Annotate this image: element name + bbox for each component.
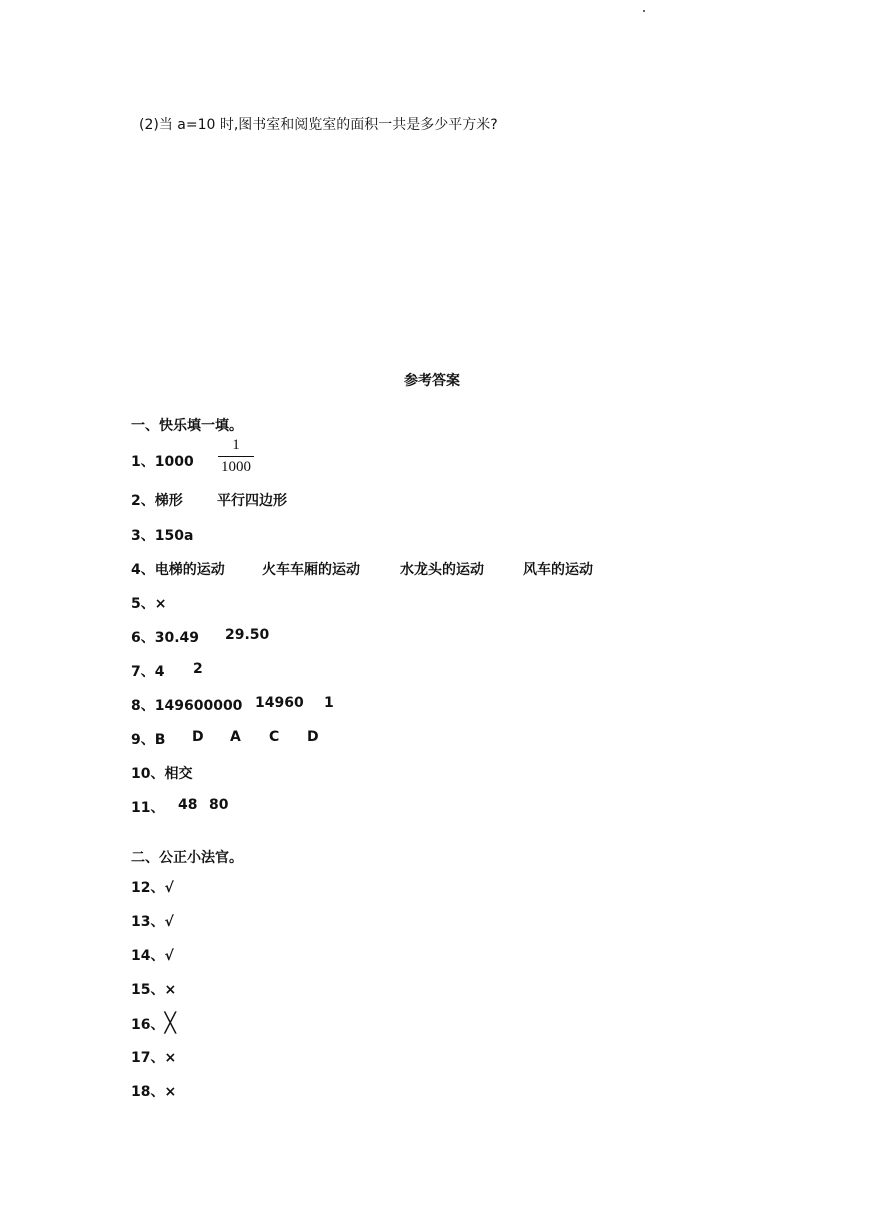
answer-item-15: [131, 979, 176, 999]
cross-mark: ×: [164, 1050, 177, 1066]
item-number: 15、: [131, 982, 165, 998]
check-mark: √: [164, 880, 174, 896]
item-number: 8、: [131, 698, 155, 714]
fraction-denominator: 1000: [221, 459, 251, 475]
answer-item-9: [131, 729, 165, 749]
item-number: 10、: [131, 766, 165, 782]
answer-item-2: [131, 490, 183, 510]
item-number: 16、: [131, 1017, 165, 1033]
answer-value: 14960: [255, 695, 304, 711]
answer-value: 80: [209, 797, 229, 813]
item-number: 13、: [131, 914, 165, 930]
answer-item-17: [131, 1047, 176, 1067]
answer-item-10: [131, 763, 192, 783]
item-number: 17、: [131, 1050, 165, 1066]
section1-title: 一、快乐填一填。: [131, 418, 243, 434]
answer-item-6: [131, 627, 199, 647]
answer-value: 平行四边形: [217, 493, 287, 509]
answer-value: 水龙头的运动: [400, 562, 484, 578]
answer-item-12: [131, 877, 174, 897]
answer-value: 2: [193, 661, 203, 677]
answer-item-5: [131, 593, 166, 613]
answer-value: 电梯的运动: [154, 562, 225, 578]
item-number: 3、: [131, 528, 155, 544]
answer-value: D: [192, 729, 204, 745]
answer-item-16: [131, 1012, 176, 1034]
item-number: 6、: [131, 630, 155, 646]
answer-value: 48: [178, 797, 198, 813]
answer-item-1: [131, 451, 194, 471]
answer-value: C: [269, 729, 280, 745]
answer-item-14: [131, 945, 174, 965]
answer-value: 149600000: [154, 698, 243, 714]
item-number: 12、: [131, 880, 165, 896]
answer-value: 梯形: [154, 493, 183, 509]
answer-item-8: [131, 695, 242, 715]
question-text: (2)当 a=10 时,图书室和阅览室的面积一共是多少平方米?: [139, 117, 498, 133]
answer-value: D: [307, 729, 319, 745]
item-number: 11、: [131, 800, 165, 816]
answer-item-4: [131, 559, 225, 579]
answer-item-13: [131, 911, 174, 931]
answer-value: 火车车厢的运动: [262, 562, 360, 578]
item-number: 1、: [131, 454, 155, 470]
cross-mark: ╳: [164, 1012, 176, 1034]
answer-item-7: [131, 661, 165, 681]
answer-value: ×: [154, 596, 167, 612]
answer-value: 1000: [154, 454, 194, 470]
answer-item-18: [131, 1081, 176, 1101]
check-mark: √: [164, 948, 174, 964]
answer-value: 29.50: [225, 627, 270, 643]
answer-value: 1: [324, 695, 334, 711]
answer-value: 4: [154, 664, 165, 680]
scan-dot: [643, 10, 645, 12]
answer-value: B: [154, 732, 166, 748]
cross-mark: ×: [164, 1084, 177, 1100]
item-number: 2、: [131, 493, 155, 509]
answer-value: 相交: [164, 766, 193, 782]
answer-value: 30.49: [154, 630, 200, 646]
answers-title: 参考答案: [404, 373, 460, 389]
fraction: [218, 437, 254, 476]
fraction-bar: [218, 456, 254, 457]
item-number: 14、: [131, 948, 165, 964]
item-number: 4、: [131, 562, 155, 578]
answer-item-3: [131, 525, 193, 545]
answer-value: A: [230, 729, 241, 745]
answer-value: 150a: [154, 528, 194, 544]
answer-item-11: [131, 797, 164, 817]
cross-mark: ×: [164, 982, 177, 998]
section2-title: 二、公正小法官。: [131, 850, 243, 866]
answer-value: 风车的运动: [523, 562, 593, 578]
fraction-numerator: 1: [232, 437, 240, 453]
item-number: 5、: [131, 596, 155, 612]
item-number: 18、: [131, 1084, 165, 1100]
check-mark: √: [164, 914, 174, 930]
item-number: 9、: [131, 732, 155, 748]
item-number: 7、: [131, 664, 155, 680]
